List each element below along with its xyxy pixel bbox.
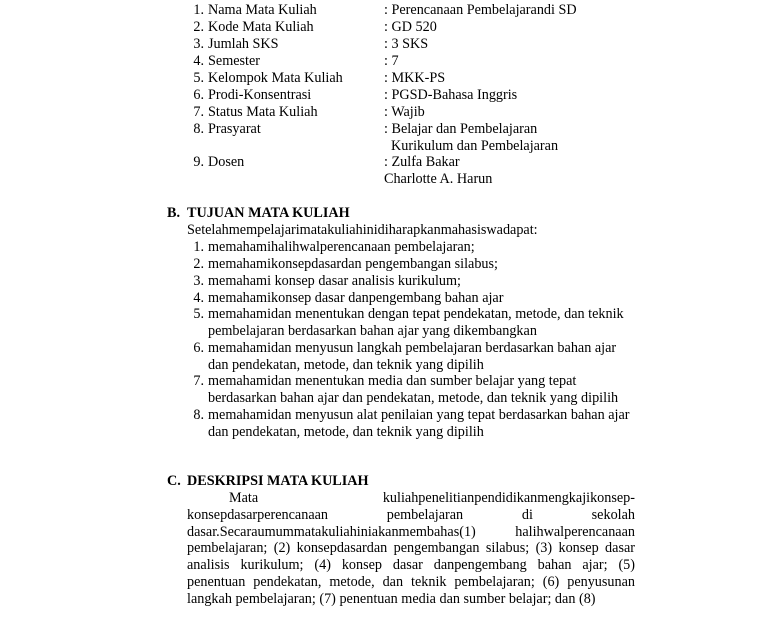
item-number: 8.: [193, 407, 204, 423]
identity-value: : Perencanaan Pembelajarandi SD: [384, 2, 577, 18]
objective-item: [186, 340, 636, 374]
section-b-heading: [167, 205, 350, 222]
item-number: 4.: [193, 53, 204, 69]
identity-value-continued: Kurikulum dan Pembelajaran: [391, 138, 559, 154]
objective-text: memahamidan menentukan media dan sumber belajar yang tepat berdasarkan bahan ajar dan pendekatan, metode, dan teknik yang dipilih: [208, 373, 619, 406]
objective-item: [186, 239, 636, 256]
objective-text: memahamidan menentukan dengan tepat pendekatan, metode, dan teknik pembelajaran berdasarkan bahan ajar yang dikembangkan: [208, 306, 624, 339]
objective-text: memahamihalihwalperencanaan pembelajaran;: [208, 239, 475, 255]
identity-label: Prodi-Konsentrasi: [208, 87, 312, 103]
objective-item: [186, 273, 636, 290]
description-paragraph: [187, 490, 635, 608]
identity-label: Kelompok Mata Kuliah: [208, 70, 343, 86]
section-title: TUJUAN MATA KULIAH: [187, 205, 350, 221]
identity-value: : GD 520: [384, 19, 437, 35]
item-number: 3.: [193, 36, 204, 52]
objective-item: [186, 373, 636, 407]
objective-item: [186, 306, 636, 340]
objective-text: memahamikonsepdasardan pengembangan silabus;: [208, 256, 498, 272]
identity-value-continued: Charlotte A. Harun: [384, 171, 493, 187]
objective-text: memahamidan menyusun alat penilaian yang tepat berdasarkan bahan ajar dan pendekatan, metode, dan teknik yang dipilih: [208, 407, 630, 440]
identity-value: : MKK-PS: [384, 70, 446, 86]
item-number: 1.: [193, 2, 204, 18]
item-number: 1.: [193, 239, 204, 255]
item-number: 6.: [193, 87, 204, 103]
item-number: 6.: [193, 340, 204, 356]
item-number: 7.: [193, 373, 204, 389]
item-number: 5.: [193, 306, 204, 322]
identity-value: : 3 SKS: [384, 36, 429, 52]
item-number: 7.: [193, 104, 204, 120]
identity-label: Status Mata Kuliah: [208, 104, 318, 120]
section-b-intro: Setelahmempelajarimatakuliahinidiharapkanmahasiswadapat:: [187, 222, 538, 238]
objective-text: memahamidan menyusun langkah pembelajaran berdasarkan bahan ajar dan pendekatan, metode, dan teknik yang dipilih: [208, 340, 617, 373]
objective-item: [186, 256, 636, 273]
identity-label: Nama Mata Kuliah: [208, 2, 317, 18]
identity-label: Jumlah SKS: [208, 36, 279, 52]
identity-value: : Wajib: [384, 104, 425, 120]
identity-value: : Zulfa Bakar: [384, 154, 460, 170]
item-number: 9.: [193, 154, 204, 170]
section-letter: C.: [167, 473, 181, 489]
identity-label: Kode Mata Kuliah: [208, 19, 314, 35]
identity-label: Prasyarat: [208, 121, 261, 137]
identity-label: Semester: [208, 53, 261, 69]
item-number: 2.: [193, 256, 204, 272]
section-c-heading: [167, 473, 369, 490]
identity-value: : 7: [384, 53, 399, 69]
objective-item: [186, 407, 636, 441]
identity-value: : Belajar dan Pembelajaran: [384, 121, 538, 137]
item-number: 8.: [193, 121, 204, 137]
section-title: DESKRIPSI MATA KULIAH: [187, 473, 369, 489]
objective-text: memahamikonsep dasar danpengembang bahan ajar: [208, 290, 504, 306]
item-number: 2.: [193, 19, 204, 35]
identity-label: Dosen: [208, 154, 245, 170]
objective-item: [186, 290, 636, 307]
description-text: Mata kuliahpenelitianpendidikanmengkajikonsep-konsepdasarperencanaan pembelajaran di sekolah dasar.Secaraumummatakuliahiniakanmembahas(1) halihwalperencanaan pembelajaran; (2) konsepdasardan pengembangan silabus; (3) konsep dasar analisis kurikulum; (4) konsep dasar danpengembang bahan ajar; (5) penentuan pendekatan, metode, dan teknik pembelajaran; (6) penyusunan langkah pembelajaran; (7) penentuan media dan sumber belajar; dan (8): [187, 490, 635, 607]
section-letter: B.: [167, 205, 181, 221]
item-number: 5.: [193, 70, 204, 86]
objective-text: memahami konsep dasar analisis kurikulum;: [208, 273, 461, 289]
identity-value: : PGSD-Bahasa Inggris: [384, 87, 518, 103]
item-number: 4.: [193, 290, 204, 306]
item-number: 3.: [193, 273, 204, 289]
